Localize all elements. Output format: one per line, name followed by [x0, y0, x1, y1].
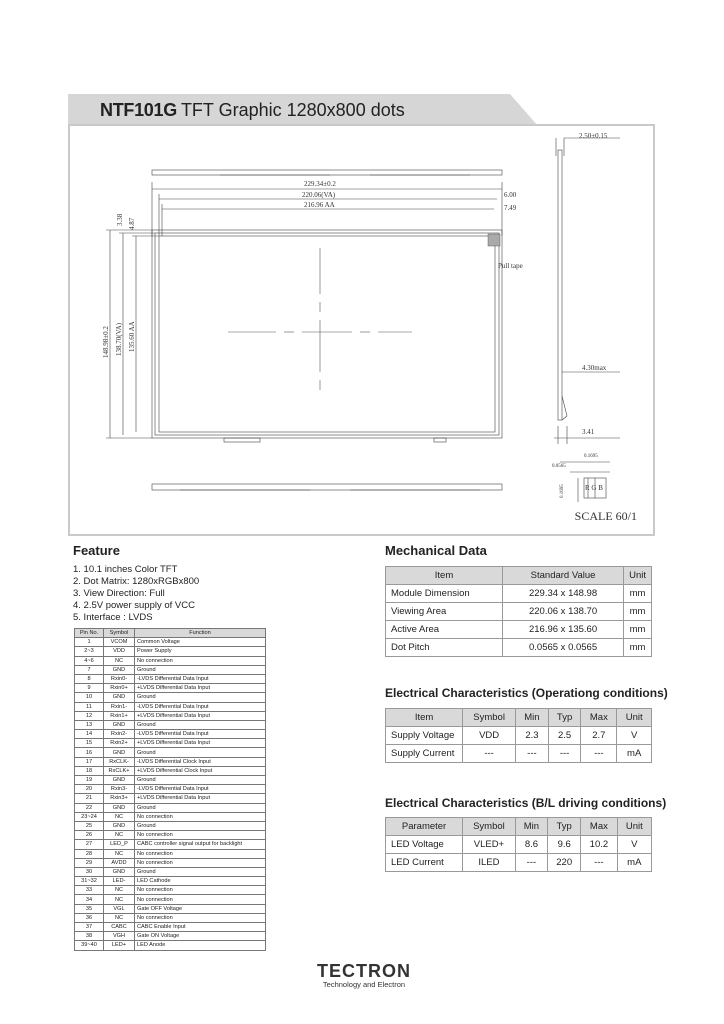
dim-pixel-sub: 0.0565: [552, 464, 566, 469]
mechanical-table: [385, 566, 652, 657]
pin-number: 38: [75, 932, 104, 941]
elec2-cell: 8.6: [515, 836, 547, 854]
pin-symbol: NC: [104, 849, 135, 858]
feature-title: Feature: [73, 543, 120, 558]
pin-row: [75, 821, 266, 830]
pin-function: Power Supply: [135, 647, 266, 656]
pin-function: -LVDS Differential Data Input: [135, 674, 266, 683]
pin-function: No connection: [135, 656, 266, 665]
pin-number: 9: [75, 684, 104, 693]
pin-row: [75, 665, 266, 674]
pull-tape-label: Pull tape: [498, 262, 523, 270]
table-row: [386, 621, 652, 639]
pin-symbol: GND: [104, 693, 135, 702]
pin-number: 22: [75, 803, 104, 812]
pin-symbol: LED_P: [104, 840, 135, 849]
electrical-operating-title: Electrical Characteristics (Operationg conditions): [385, 686, 668, 700]
dim-aa-height: 135.60 AA: [128, 321, 136, 352]
dim-pixel-h: 0.1695: [584, 454, 598, 459]
pin-number: 39~40: [75, 941, 104, 950]
pin-row: [75, 711, 266, 720]
elec1-cell: ---: [516, 745, 549, 763]
elec1-cell: V: [617, 727, 652, 745]
pin-row: [75, 702, 266, 711]
pin-row: [75, 748, 266, 757]
elec1-header: Item: [386, 709, 463, 727]
pin-function: -LVDS Differential Data Input: [135, 785, 266, 794]
pin-number: 2~3: [75, 647, 104, 656]
pin-row: [75, 656, 266, 665]
elec2-cell: LED Voltage: [386, 836, 463, 854]
pin-row: [75, 932, 266, 941]
pin-header-no: Pin No.: [75, 629, 104, 638]
pin-number: 31~32: [75, 877, 104, 886]
table-row: [386, 745, 652, 763]
elec2-header: Max: [581, 818, 617, 836]
pin-symbol: AVDD: [104, 858, 135, 867]
pin-row: [75, 923, 266, 932]
pin-row: [75, 840, 266, 849]
pin-number: 8: [75, 674, 104, 683]
pin-function: No connection: [135, 831, 266, 840]
dim-pixel-v: 0.1695: [560, 484, 565, 498]
elec2-cell: ---: [581, 854, 617, 872]
pin-symbol: Rxin1+: [104, 711, 135, 720]
model-description: TFT Graphic 1280x800 dots: [180, 100, 405, 120]
pin-function: +LVDS Differential Data Input: [135, 711, 266, 720]
pin-number: 30: [75, 867, 104, 876]
pin-symbol: Rxin0+: [104, 684, 135, 693]
pin-function: Ground: [135, 803, 266, 812]
mechanical-drawing: [68, 124, 655, 536]
dim-outline-height: 148.98±0.2: [102, 326, 110, 358]
pin-row: [75, 730, 266, 739]
pin-number: 7: [75, 665, 104, 674]
pin-symbol: LED-: [104, 877, 135, 886]
pin-function: Ground: [135, 665, 266, 674]
pin-symbol: GND: [104, 720, 135, 729]
pin-function: Common Voltage: [135, 638, 266, 647]
pin-row: [75, 674, 266, 683]
pin-function: Ground: [135, 693, 266, 702]
pin-function: Ground: [135, 776, 266, 785]
pin-function: No connection: [135, 812, 266, 821]
dim-left-2: 4.87: [128, 217, 136, 230]
elec2-header: Min: [515, 818, 547, 836]
feature-item: 2. Dot Matrix: 1280xRGBx800: [73, 576, 200, 587]
pin-function: Ground: [135, 867, 266, 876]
pin-function: Ground: [135, 821, 266, 830]
pin-row: [75, 904, 266, 913]
dim-aa-width: 216.96 AA: [304, 201, 335, 209]
pin-function: +LVDS Differential Clock Input: [135, 766, 266, 775]
pin-row: [75, 831, 266, 840]
pin-number: 14: [75, 730, 104, 739]
pin-row: [75, 693, 266, 702]
mech-item: Viewing Area: [386, 603, 503, 621]
pin-row: [75, 720, 266, 729]
pin-function: Gate OFF Voltage: [135, 904, 266, 913]
pin-number: 27: [75, 840, 104, 849]
pin-number: 11: [75, 702, 104, 711]
pin-number: 29: [75, 858, 104, 867]
pin-row: [75, 886, 266, 895]
pin-header-function: Function: [135, 629, 266, 638]
pin-symbol: Rxin2-: [104, 730, 135, 739]
pin-symbol: GND: [104, 776, 135, 785]
dim-outline-width: 229.34±0.2: [304, 180, 336, 188]
drawing-scale: SCALE 60/1: [574, 509, 637, 523]
elec2-cell: mA: [617, 854, 651, 872]
elec1-cell: ---: [463, 745, 516, 763]
pin-function: No connection: [135, 858, 266, 867]
page-title: [100, 100, 405, 121]
feature-list: [73, 564, 199, 624]
table-row: [386, 836, 652, 854]
pin-number: 16: [75, 748, 104, 757]
dim-offset-1: 6.00: [504, 191, 517, 199]
elec2-header: Parameter: [386, 818, 463, 836]
pin-number: 28: [75, 849, 104, 858]
pin-symbol: NC: [104, 913, 135, 922]
elec1-cell: VDD: [463, 727, 516, 745]
brand-name: TECTRON: [317, 961, 411, 981]
dim-va-height: 138.70(VA): [115, 322, 123, 356]
pin-number: 21: [75, 794, 104, 803]
pin-table: [74, 628, 266, 951]
pin-row: [75, 739, 266, 748]
pin-symbol: RxCLK-: [104, 757, 135, 766]
pin-function: No connection: [135, 913, 266, 922]
pin-row: [75, 638, 266, 647]
model-name: NTF101G: [100, 100, 177, 120]
pin-symbol: GND: [104, 867, 135, 876]
elec1-cell: mA: [617, 745, 652, 763]
elec1-cell: 2.3: [516, 727, 549, 745]
mech-value: 220.06 x 138.70: [503, 603, 624, 621]
pin-symbol: NC: [104, 812, 135, 821]
pin-number: 4~6: [75, 656, 104, 665]
pin-function: No connection: [135, 895, 266, 904]
elec2-cell: ---: [515, 854, 547, 872]
dim-thickness: 2.50±0.15: [579, 132, 608, 140]
pin-function: Ground: [135, 720, 266, 729]
mech-item: Dot Pitch: [386, 639, 503, 657]
mech-unit: mm: [624, 639, 652, 657]
mech-header-unit: Unit: [624, 567, 652, 585]
pin-row: [75, 849, 266, 858]
pin-number: 13: [75, 720, 104, 729]
dim-va-width: 220.06(VA): [302, 191, 336, 199]
pin-function: -LVDS Differential Data Input: [135, 730, 266, 739]
table-row: [386, 603, 652, 621]
pin-symbol: CABC: [104, 923, 135, 932]
pin-function: -LVDS Differential Data Input: [135, 702, 266, 711]
pin-symbol: GND: [104, 665, 135, 674]
pin-function: No connection: [135, 886, 266, 895]
table-row: [386, 727, 652, 745]
mech-header-item: Item: [386, 567, 503, 585]
pixel-rgb-label: R G B: [585, 484, 603, 492]
pin-number: 12: [75, 711, 104, 720]
pin-symbol: VCOM: [104, 638, 135, 647]
pin-row: [75, 941, 266, 950]
mech-unit: mm: [624, 603, 652, 621]
pin-number: 35: [75, 904, 104, 913]
pin-row: [75, 867, 266, 876]
pin-function: +LVDS Differential Data Input: [135, 684, 266, 693]
pin-function: LED Cathode: [135, 877, 266, 886]
pin-row: [75, 913, 266, 922]
mech-unit: mm: [624, 621, 652, 639]
pin-row: [75, 766, 266, 775]
pin-number: 26: [75, 831, 104, 840]
mech-value: 0.0565 x 0.0565: [503, 639, 624, 657]
electrical-backlight-table: [385, 817, 652, 872]
pin-number: 20: [75, 785, 104, 794]
elec1-header: Min: [516, 709, 549, 727]
pin-function: CABC Enable Input: [135, 923, 266, 932]
pin-function: Ground: [135, 748, 266, 757]
pin-function: LED Anode: [135, 941, 266, 950]
pin-number: 34: [75, 895, 104, 904]
pin-function: -LVDS Differential Clock Input: [135, 757, 266, 766]
table-row: [386, 854, 652, 872]
pin-number: 17: [75, 757, 104, 766]
pin-number: 37: [75, 923, 104, 932]
table-row: [386, 639, 652, 657]
pin-row: [75, 858, 266, 867]
pin-row: [75, 757, 266, 766]
pin-symbol: Rxin3-: [104, 785, 135, 794]
pin-symbol: GND: [104, 821, 135, 830]
elec2-cell: V: [617, 836, 651, 854]
pin-function: +LVDS Differential Data Input: [135, 794, 266, 803]
pin-row: [75, 877, 266, 886]
pin-number: 25: [75, 821, 104, 830]
pin-symbol: Rxin3+: [104, 794, 135, 803]
feature-item: 3. View Direction: Full: [73, 588, 165, 599]
elec1-cell: 2.5: [548, 727, 581, 745]
pin-row: [75, 803, 266, 812]
elec2-cell: ILED: [463, 854, 516, 872]
pin-symbol: VGH: [104, 932, 135, 941]
elec1-cell: 2.7: [581, 727, 617, 745]
pin-function: CABC controller signal output for backlight: [135, 840, 266, 849]
dim-left-1: 3.38: [116, 213, 124, 226]
pin-symbol: NC: [104, 831, 135, 840]
pin-symbol: VDD: [104, 647, 135, 656]
pin-symbol: GND: [104, 803, 135, 812]
elec2-header: Unit: [617, 818, 651, 836]
pin-function: Gate ON Voltage: [135, 932, 266, 941]
elec1-cell: Supply Voltage: [386, 727, 463, 745]
dim-max-thickness: 4.30max: [582, 364, 607, 372]
elec1-header: Typ: [548, 709, 581, 727]
dim-offset-2: 7.49: [504, 204, 517, 212]
elec1-header: Symbol: [463, 709, 516, 727]
electrical-backlight-title: Electrical Characteristics (B/L driving conditions): [385, 796, 667, 810]
elec2-header: Typ: [548, 818, 581, 836]
pin-number: 33: [75, 886, 104, 895]
pin-function: No connection: [135, 849, 266, 858]
pin-symbol: NC: [104, 886, 135, 895]
drawing-lines: [70, 126, 655, 536]
mech-item: Module Dimension: [386, 585, 503, 603]
elec1-cell: Supply Current: [386, 745, 463, 763]
table-row: [386, 585, 652, 603]
pin-number: 36: [75, 913, 104, 922]
brand-tagline: Technology and Electron: [322, 980, 406, 989]
elec2-cell: LED Current: [386, 854, 463, 872]
pin-symbol: NC: [104, 656, 135, 665]
pin-symbol: Rxin0-: [104, 674, 135, 683]
pin-row: [75, 776, 266, 785]
electrical-operating-table: [385, 708, 652, 763]
pin-symbol: VGL: [104, 904, 135, 913]
pin-row: [75, 684, 266, 693]
elec2-cell: 10.2: [581, 836, 617, 854]
elec1-header: Max: [581, 709, 617, 727]
elec2-header: Symbol: [463, 818, 516, 836]
pin-number: 23~24: [75, 812, 104, 821]
pin-symbol: Rxin1-: [104, 702, 135, 711]
elec2-cell: VLED+: [463, 836, 516, 854]
pin-header-symbol: Symbol: [104, 629, 135, 638]
pin-number: 18: [75, 766, 104, 775]
company-logo: [299, 962, 429, 989]
dim-bottom: 3.41: [582, 428, 595, 436]
pin-table-body: [75, 638, 266, 950]
pin-row: [75, 812, 266, 821]
pin-row: [75, 785, 266, 794]
feature-item: 4. 2.5V power supply of VCC: [73, 600, 195, 611]
mechanical-title: Mechanical Data: [385, 543, 487, 558]
mech-unit: mm: [624, 585, 652, 603]
elec2-cell: 220: [548, 854, 581, 872]
pin-number: 19: [75, 776, 104, 785]
feature-item: 5. Interface : LVDS: [73, 612, 153, 623]
pin-symbol: LED+: [104, 941, 135, 950]
pin-symbol: NC: [104, 895, 135, 904]
pin-symbol: Rxin2+: [104, 739, 135, 748]
mech-value: 216.96 x 135.60: [503, 621, 624, 639]
mech-value: 229.34 x 148.98: [503, 585, 624, 603]
mech-header-value: Standard Value: [503, 567, 624, 585]
elec1-header: Unit: [617, 709, 652, 727]
elec2-cell: 9.6: [548, 836, 581, 854]
feature-item: 1. 10.1 inches Color TFT: [73, 564, 178, 575]
pin-symbol: GND: [104, 748, 135, 757]
mech-item: Active Area: [386, 621, 503, 639]
pin-number: 1: [75, 638, 104, 647]
pin-row: [75, 794, 266, 803]
elec1-cell: ---: [548, 745, 581, 763]
pin-function: +LVDS Differential Data Input: [135, 739, 266, 748]
pin-symbol: RxCLK+: [104, 766, 135, 775]
elec1-cell: ---: [581, 745, 617, 763]
pin-row: [75, 895, 266, 904]
pin-number: 10: [75, 693, 104, 702]
pin-row: [75, 647, 266, 656]
pin-number: 15: [75, 739, 104, 748]
